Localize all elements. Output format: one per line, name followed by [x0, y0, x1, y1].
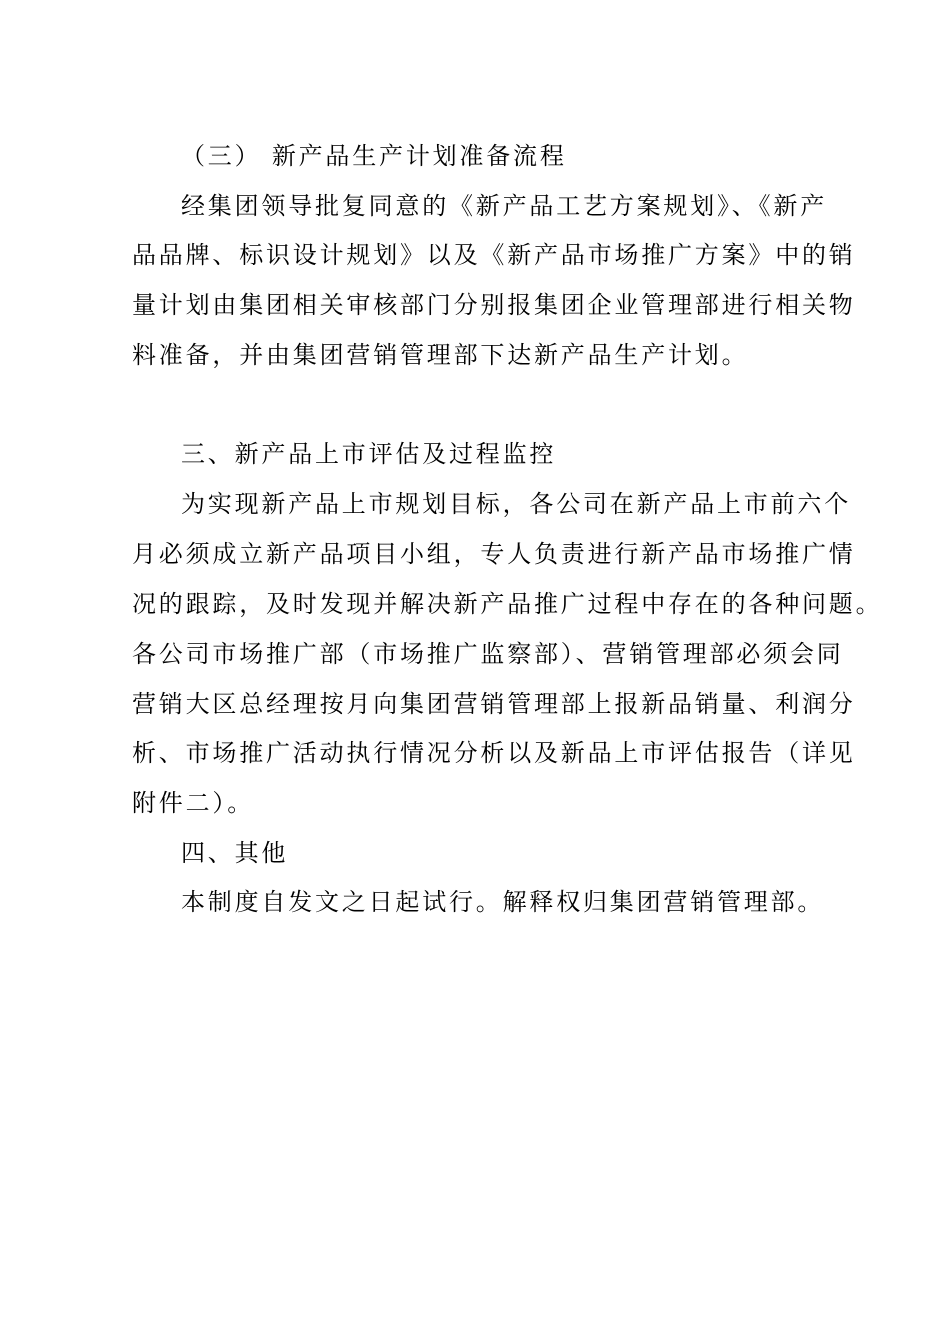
- paragraph-line: 月必须成立新产品项目小组，专人负责进行新产品市场推广情: [132, 540, 856, 568]
- paragraph-line: 本制度自发文之日起试行。解释权归集团营销管理部。: [181, 888, 825, 916]
- section-heading: 四、其他: [181, 839, 289, 867]
- paragraph-line: 营销大区总经理按月向集团营销管理部上报新品销量、利润分: [132, 690, 856, 718]
- subsection-heading: （三） 新产品生产计划准备流程: [181, 142, 567, 170]
- paragraph-line: 料准备，并由集团营销管理部下达新产品生产计划。: [132, 341, 749, 369]
- paragraph-line: 经集团领导批复同意的《新产品工艺方案规划》、《新产: [181, 192, 827, 220]
- paragraph-line: 附件二）。: [132, 789, 254, 817]
- paragraph-line: 各公司市场推广部（市场推广监察部）、营销管理部必须会同: [132, 640, 844, 668]
- paragraph-line: 品品牌、标识设计规划》以及《新产品市场推广方案》中的销: [132, 241, 856, 269]
- paragraph-line: 析、市场推广活动执行情况分析以及新品上市评估报告（详见: [132, 739, 856, 767]
- paragraph-line: 为实现新产品上市规划目标，各公司在新产品上市前六个: [181, 490, 851, 518]
- section-heading: 三、新产品上市评估及过程监控: [181, 440, 557, 468]
- paragraph-line: 量计划由集团相关审核部门分别报集团企业管理部进行相关物: [132, 291, 856, 319]
- paragraph-line: 况的跟踪，及时发现并解决新产品推广过程中存在的各种问题。: [132, 590, 883, 618]
